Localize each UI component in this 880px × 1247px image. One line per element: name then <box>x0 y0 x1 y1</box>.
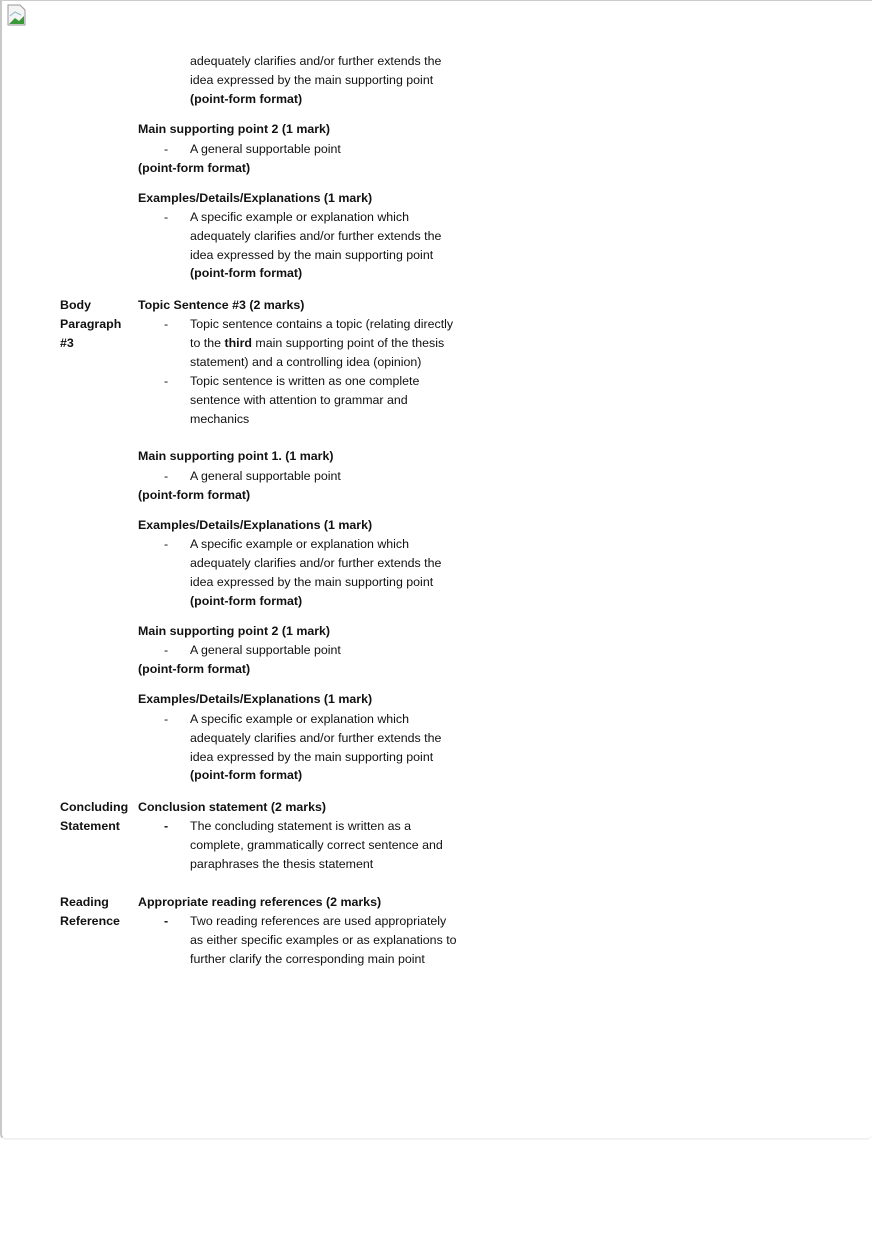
bullet-text: Two reading references are used appropriately <box>190 914 447 928</box>
text-line: idea expressed by the main supporting point <box>190 750 434 764</box>
criterion-heading: Main supporting point 2 (1 mark) <box>138 624 331 638</box>
text-line: as either specific examples or as explanations to <box>190 933 457 947</box>
text-line: complete, grammatically correct sentence and <box>190 838 443 852</box>
row-label: Statement <box>60 819 120 833</box>
bullet-dash: - <box>164 643 169 657</box>
bullet-dash: - <box>164 317 169 331</box>
bullet-dash: - <box>164 914 169 928</box>
bullet-text: A specific example or explanation which <box>190 712 410 726</box>
bullet-dash: - <box>164 469 169 483</box>
bullet-dash: - <box>164 374 169 388</box>
row-label: Paragraph <box>60 317 122 331</box>
bullet-text: Topic sentence is written as one complete <box>190 374 420 388</box>
bullet-dash: - <box>164 537 169 551</box>
bullet-text: A general supportable point <box>190 142 341 156</box>
text-line: idea expressed by the main supporting point <box>190 73 434 87</box>
format-note: (point-form format) <box>138 161 251 175</box>
text-line: adequately clarifies and/or further extends the <box>190 229 442 243</box>
bullet-text: A specific example or explanation which <box>190 537 410 551</box>
text-line: mechanics <box>190 412 250 426</box>
text-line: idea expressed by the main supporting point <box>190 248 434 262</box>
format-note: (point-form format) <box>190 768 303 782</box>
row-label: Body <box>60 298 91 312</box>
bullet-text: Topic sentence contains a topic (relating directly <box>190 317 454 331</box>
bullet-text: A general supportable point <box>190 469 341 483</box>
criterion-heading: Main supporting point 1. (1 mark) <box>138 449 334 463</box>
bullet-dash: - <box>164 142 169 156</box>
row-label: Concluding <box>60 800 129 814</box>
bullet-text: A specific example or explanation which <box>190 210 410 224</box>
format-note: (point-form format) <box>138 662 251 676</box>
row-label: #3 <box>60 336 74 350</box>
text-line: idea expressed by the main supporting point <box>190 575 434 589</box>
criterion-heading: Examples/Details/Explanations (1 mark) <box>138 692 373 706</box>
format-note: (point-form format) <box>190 92 303 106</box>
text-line: adequately clarifies and/or further extends the <box>190 731 442 745</box>
emphasis: third <box>224 336 252 350</box>
criterion-heading: Topic Sentence #3 (2 marks) <box>138 298 305 312</box>
criterion-heading: Examples/Details/Explanations (1 mark) <box>138 518 373 532</box>
format-note: (point-form format) <box>138 488 251 502</box>
text: to the <box>190 336 225 350</box>
text-line: further clarify the corresponding main point <box>190 952 425 966</box>
criterion-heading: Appropriate reading references (2 marks) <box>138 895 382 909</box>
text-line: adequately clarifies and/or further extends the <box>190 556 442 570</box>
criterion-heading: Examples/Details/Explanations (1 mark) <box>138 191 373 205</box>
text-line: paraphrases the thesis statement <box>190 857 374 871</box>
bullet-text: The concluding statement is written as a <box>190 819 412 833</box>
text-line <box>190 335 444 351</box>
row-label: Reading <box>60 895 109 909</box>
bullet-dash: - <box>164 210 169 224</box>
format-note: (point-form format) <box>190 594 303 608</box>
text: main supporting point of the thesis <box>251 336 445 350</box>
text-line: sentence with attention to grammar and <box>190 393 408 407</box>
format-note: (point-form format) <box>190 266 303 280</box>
criterion-heading: Conclusion statement (2 marks) <box>138 800 326 814</box>
bullet-text: A general supportable point <box>190 643 341 657</box>
bullet-dash: - <box>164 712 169 726</box>
text-line: adequately clarifies and/or further extends the <box>190 54 442 68</box>
broken-image-icon <box>6 4 28 26</box>
text-line: statement) and a controlling idea (opinion) <box>190 355 422 369</box>
row-label: Reference <box>60 914 120 928</box>
bullet-dash: - <box>164 819 169 833</box>
criterion-heading: Main supporting point 2 (1 mark) <box>138 122 331 136</box>
